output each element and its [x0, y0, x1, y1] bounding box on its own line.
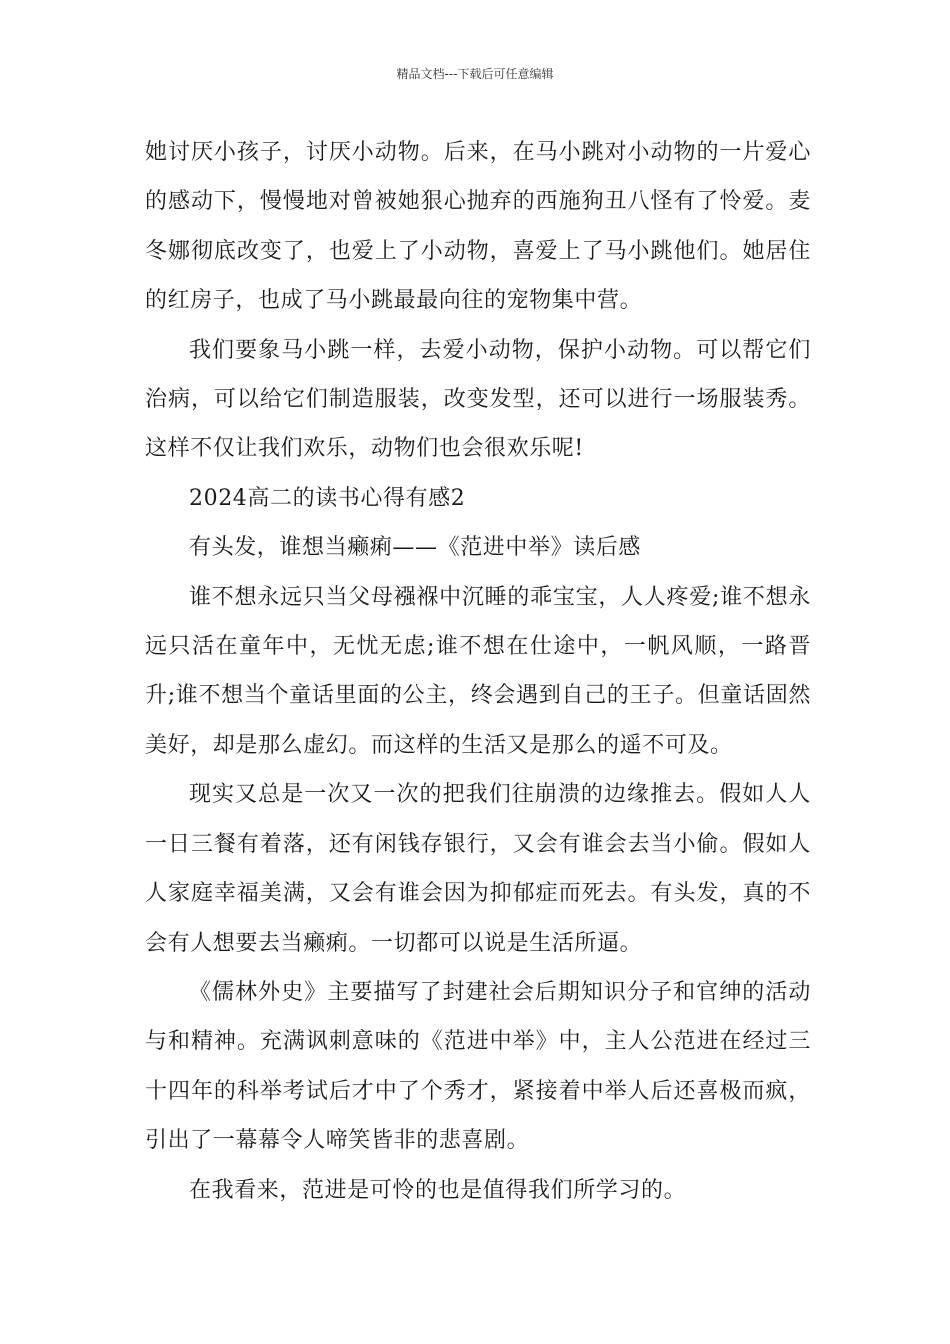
- body-paragraph: 《儒林外史》主要描写了封建社会后期知识分子和官绅的活动与和精神。充满讽刺意味的《范进中举》中，主人公范进在经过三十四年的科举考试后才中了个秀才，紧接着中举人后还喜极而疯，引出了一幕幕令人啼笑皆非的悲喜剧。: [145, 979, 811, 1154]
- body-paragraph: 谁不想永远只当父母襁褓中沉睡的乖宝宝，人人疼爱;谁不想永远只活在童年中，无忧无虑;谁不想在仕途中，一帆风顺，一路晋升;谁不想当个童话里面的公主，终会遇到自己的王子。但童话固然美好，却是那么虚幻。而这样的生活又是那么的遥不可及。: [145, 584, 811, 758]
- body-paragraph: 她讨厌小孩子，讨厌小动物。后来，在马小跳对小动物的一片爱心的感动下，慢慢地对曾被她狠心抛弃的西施狗丑八怪有了怜爱。麦冬娜彻底改变了，也爱上了小动物，喜爱上了马小跳他们。她居住的红房子，也成了马小跳最最向往的宠物集中营。: [145, 140, 811, 314]
- body-paragraph: 现实又总是一次又一次的把我们往崩溃的边缘推去。假如人人一日三餐有着落，还有闲钱存银行，又会有谁会去当小偷。假如人人家庭幸福美满，又会有谁会因为抑郁症而死去。有头发，真的不会有人想要去当癞痢。一切都可以说是生活所逼。: [145, 782, 811, 956]
- body-paragraph: 在我看来，范进是可怜的也是值得我们所学习的。: [189, 1177, 687, 1203]
- essay-title: 有头发，谁想当癞痢——《范进中举》读后感: [189, 535, 642, 561]
- body-paragraph: 我们要象马小跳一样，去爱小动物，保护小动物。可以帮它们治病，可以给它们制造服装，改变发型，还可以进行一场服装秀。这样不仅让我们欢乐，动物们也会很欢乐呢!: [145, 337, 811, 462]
- document-body: [145, 128, 811, 1215]
- section-title: 2024高二的读书心得有感2: [189, 485, 466, 511]
- page-header-watermark: 精品文档---下载后可任意编辑: [396, 67, 554, 81]
